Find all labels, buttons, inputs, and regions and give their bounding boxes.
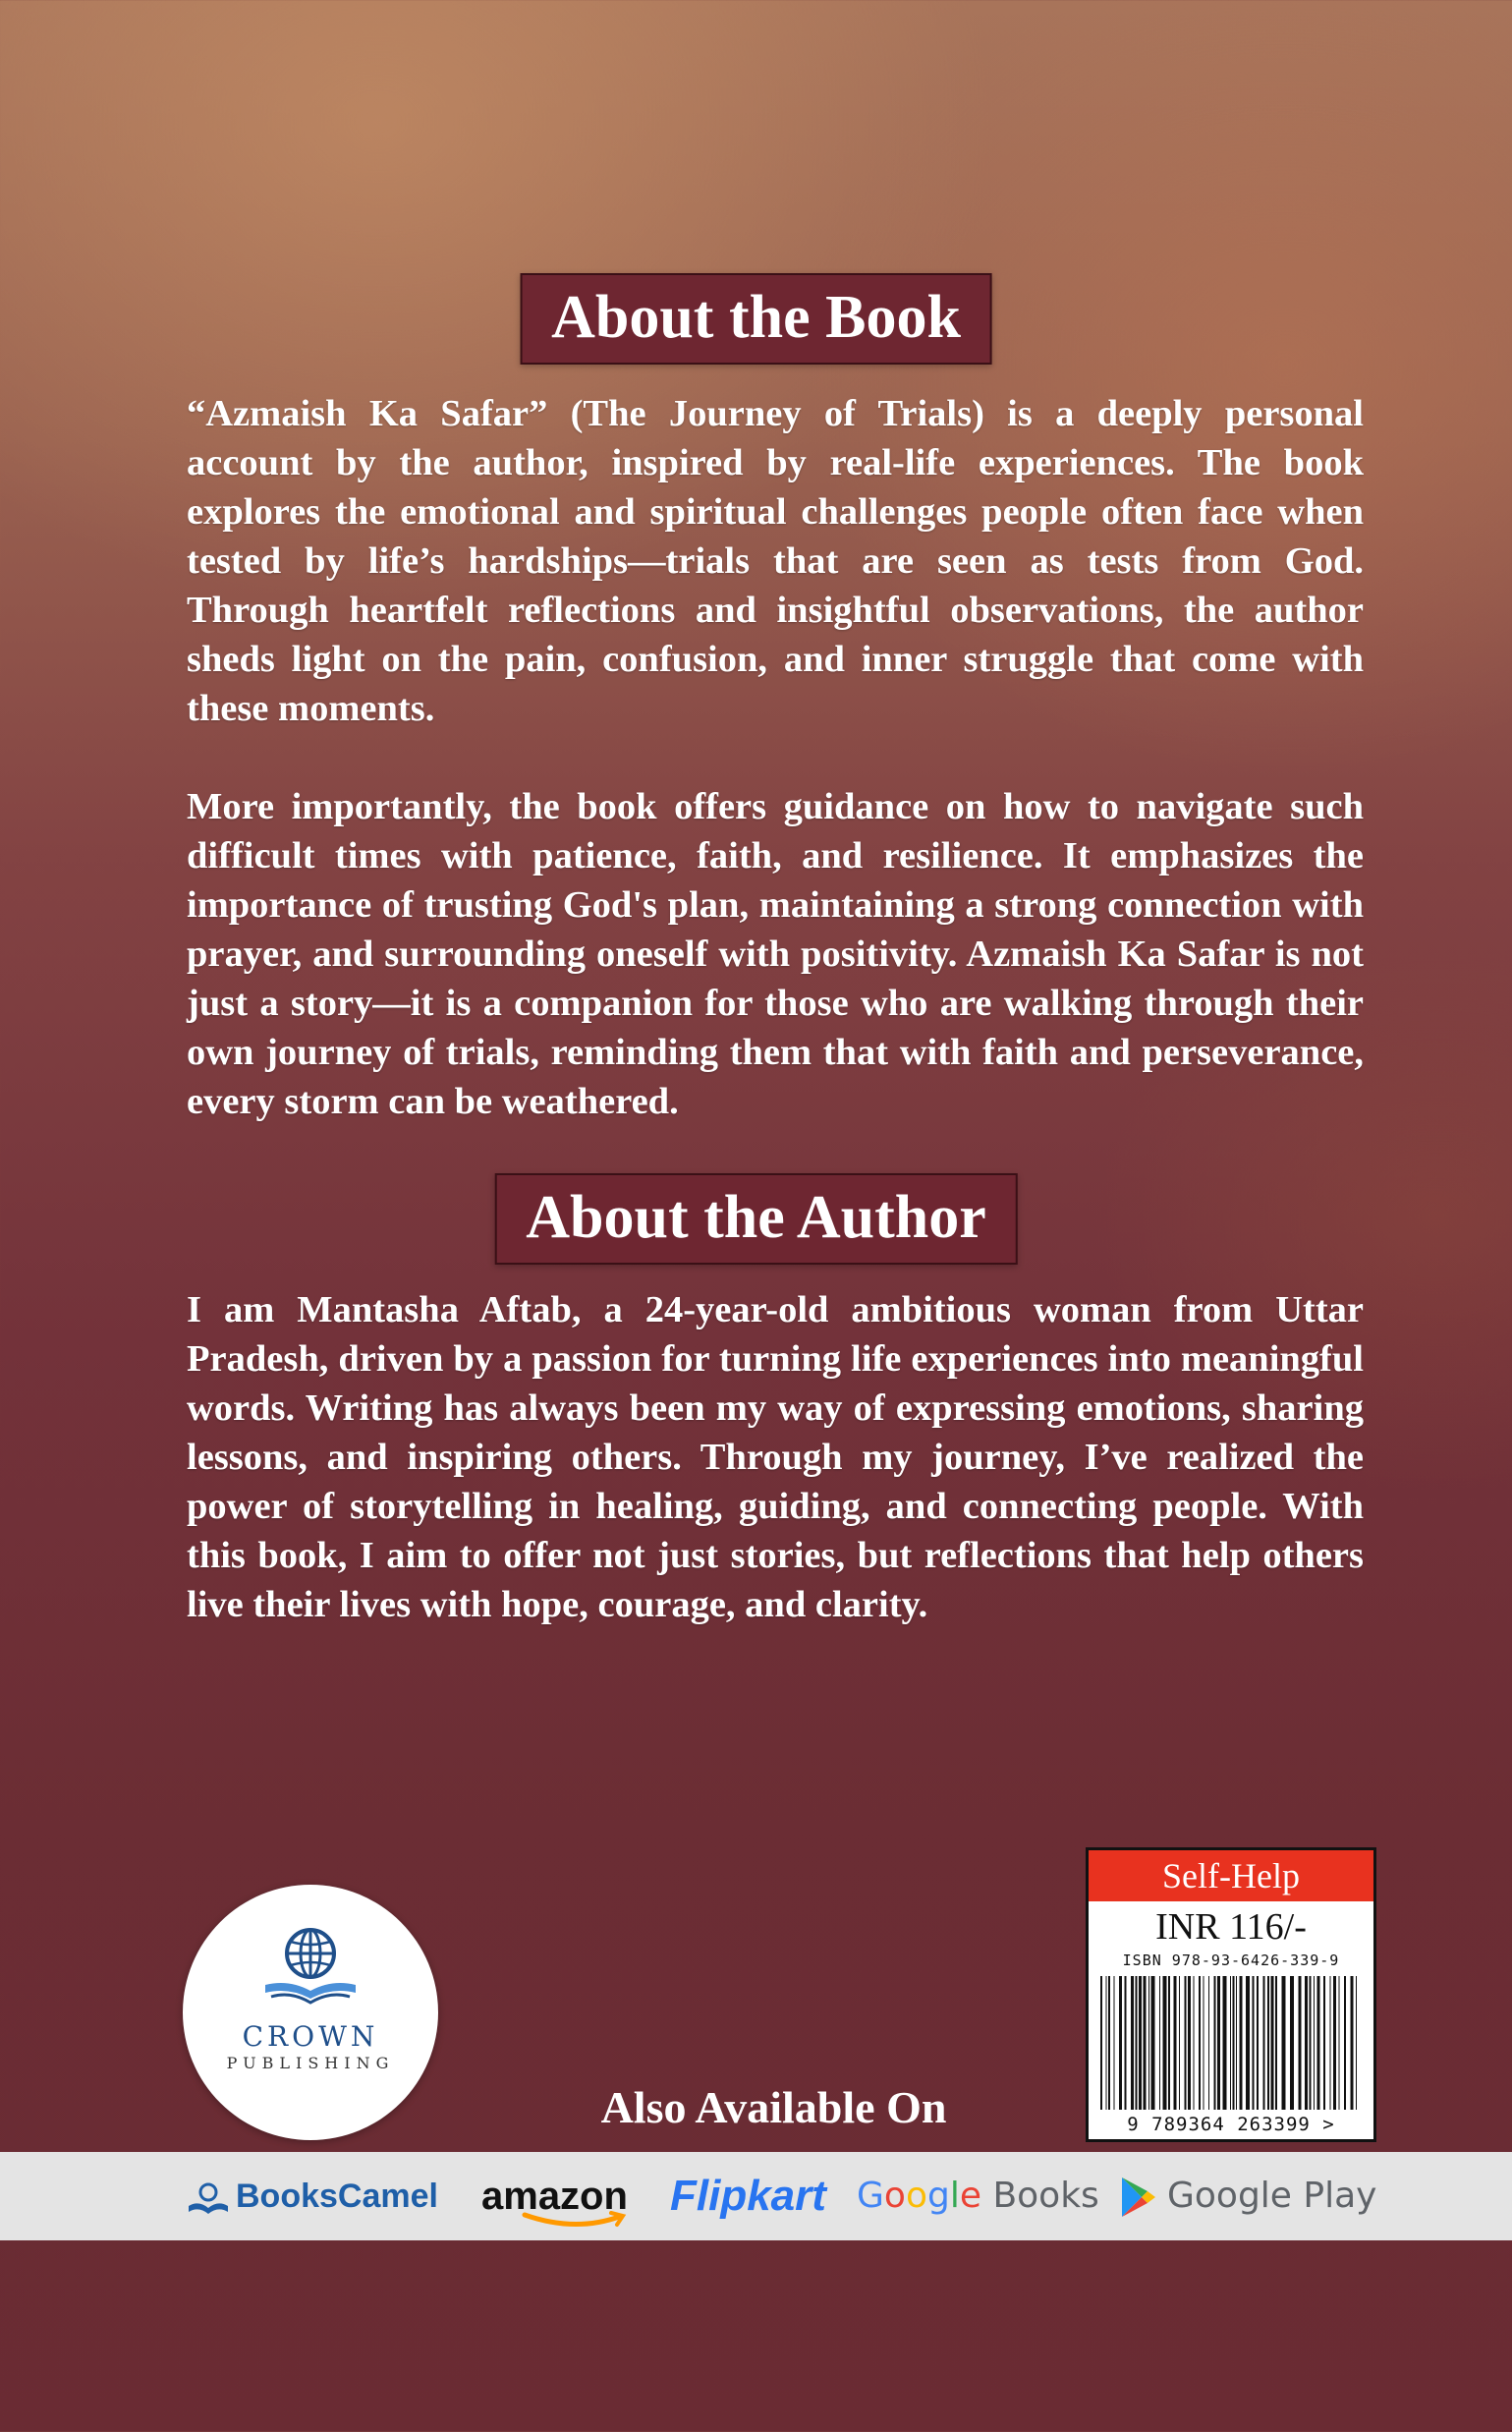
store-strip bbox=[0, 2152, 1512, 2240]
book-icon bbox=[187, 2180, 230, 2216]
barcode-bar bbox=[1253, 1976, 1255, 2110]
barcode-bar bbox=[1257, 1976, 1259, 2110]
barcode-bar bbox=[1159, 1976, 1160, 2110]
barcode-bar bbox=[1333, 1976, 1336, 2110]
barcode-bar bbox=[1314, 1976, 1315, 2110]
globe-book-icon bbox=[261, 1924, 360, 2017]
barcode-bar bbox=[1131, 1976, 1134, 2110]
barcode-bar bbox=[1323, 1976, 1325, 2110]
barcode-bar bbox=[1188, 1976, 1191, 2110]
store-amazon[interactable] bbox=[481, 2152, 628, 2240]
barcode-bar bbox=[1151, 1976, 1155, 2110]
barcode-bar bbox=[1179, 1976, 1180, 2110]
store-amazon-label: amazon bbox=[481, 2175, 628, 2218]
barcode-bar bbox=[1290, 1976, 1294, 2110]
barcode-bar bbox=[1114, 1976, 1115, 2110]
barcode-number: 9 789364 263399 > bbox=[1127, 2114, 1335, 2135]
about-book-paragraph-1: “Azmaish Ka Safar” (The Journey of Trials) is a deeply personal account by the author, inspired by real-life experiences. The book explores the emotional and spiritual challenges people often face when tested by life’s hardships—trials that are seen as tests from God. Through heartfelt reflections and insightful observations, the author sheds light on the pain, confusion, and inner struggle that come with these moments. bbox=[187, 393, 1364, 729]
barcode-bar bbox=[1240, 1976, 1243, 2110]
store-flipkart[interactable]: Flipkart bbox=[670, 2172, 826, 2220]
store-google-play-label: Google Play bbox=[1167, 2176, 1377, 2216]
barcode-bar bbox=[1148, 1976, 1149, 2110]
barcode-bar bbox=[1174, 1976, 1177, 2110]
barcode-bar bbox=[1214, 1976, 1216, 2110]
barcode-bar bbox=[1100, 1976, 1102, 2110]
amazon-smile-icon bbox=[521, 2211, 629, 2229]
store-bookscamel[interactable] bbox=[187, 2152, 438, 2240]
price-label: INR 116/- bbox=[1155, 1906, 1307, 1948]
barcode-bar bbox=[1275, 1976, 1277, 2110]
publisher-subtitle: PUBLISHING bbox=[226, 2054, 395, 2072]
barcode-bar bbox=[1194, 1976, 1195, 2110]
barcode-bar bbox=[1299, 1976, 1302, 2110]
barcode-bar bbox=[1282, 1976, 1286, 2110]
barcode-bar bbox=[1208, 1976, 1209, 2110]
barcode-bar bbox=[1246, 1976, 1250, 2110]
barcode-bar bbox=[1344, 1976, 1346, 2110]
barcode-bar bbox=[1236, 1976, 1237, 2110]
store-bookscamel-label: BooksCamel bbox=[236, 2177, 438, 2215]
store-google-books[interactable] bbox=[857, 2152, 1099, 2240]
price-box bbox=[1086, 1847, 1376, 2142]
genre-label: Self-Help bbox=[1089, 1850, 1373, 1901]
google-books-google-label: Google bbox=[857, 2176, 981, 2216]
barcode-bar bbox=[1106, 1976, 1107, 2110]
barcode-bar bbox=[1163, 1976, 1167, 2110]
google-books-books-label: Books bbox=[992, 2176, 1099, 2216]
barcode-bar bbox=[1125, 1976, 1127, 2110]
barcode-bar bbox=[1351, 1976, 1354, 2110]
barcode-bar bbox=[1317, 1976, 1320, 2110]
barcode-bar bbox=[1356, 1976, 1357, 2110]
barcode-bar bbox=[1119, 1976, 1122, 2110]
about-author-paragraph: I am Mantasha Aftab, a 24-year-old ambitious woman from Uttar Pradesh, driven by a passion for turning life experiences into meaningful words. Writing has always been my way of expressing emotions, sharing lessons, and inspiring others. Through my journey, I’ve realized the power of storytelling in healing, guiding, and connecting people. With this book, I aim to offer not just stories, but reflections that help others live their lives with hope, courage, and clarity. bbox=[187, 1289, 1364, 1625]
barcode-bar bbox=[1233, 1976, 1235, 2110]
barcode-bar bbox=[1108, 1976, 1110, 2110]
barcode-bar bbox=[1267, 1976, 1269, 2110]
barcode-bar bbox=[1217, 1976, 1220, 2110]
barcode-bar bbox=[1339, 1976, 1340, 2110]
about-book-heading: About the Book bbox=[520, 273, 992, 365]
barcode-bar bbox=[1144, 1976, 1147, 2110]
barcode bbox=[1100, 1976, 1362, 2114]
publisher-name: CROWN bbox=[242, 2020, 379, 2053]
barcode-bar bbox=[1330, 1976, 1331, 2110]
about-book-paragraph-2: More importantly, the book offers guidance on how to navigate such difficult times with patience, faith, and resilience. It emphasizes the importance of trusting God's plan, maintaining a strong connection with prayer, and surrounding oneself with positivity. Azmaish Ka Safar is not just a story—it is a companion for those who are walking through their own journey of trials, reminding them that with faith and perseverance, every storm can be weathered. bbox=[187, 786, 1364, 1122]
barcode-bar bbox=[1223, 1976, 1227, 2110]
barcode-bar bbox=[1136, 1976, 1138, 2110]
barcode-bar bbox=[1230, 1976, 1231, 2110]
barcode-bar bbox=[1310, 1976, 1312, 2110]
also-available-label: Also Available On bbox=[600, 2082, 947, 2132]
barcode-bar bbox=[1263, 1976, 1265, 2110]
barcode-bar bbox=[1168, 1976, 1170, 2110]
about-author-heading: About the Author bbox=[494, 1173, 1018, 1265]
barcode-bar bbox=[1305, 1976, 1308, 2110]
isbn-label: ISBN 978-93-6426-339-9 bbox=[1122, 1951, 1340, 1969]
barcode-bar bbox=[1271, 1976, 1274, 2110]
barcode-bar bbox=[1185, 1976, 1187, 2110]
barcode-bar bbox=[1139, 1976, 1142, 2110]
google-play-icon bbox=[1118, 2176, 1157, 2219]
barcode-bar bbox=[1199, 1976, 1201, 2110]
store-google-play[interactable] bbox=[1118, 2152, 1376, 2240]
